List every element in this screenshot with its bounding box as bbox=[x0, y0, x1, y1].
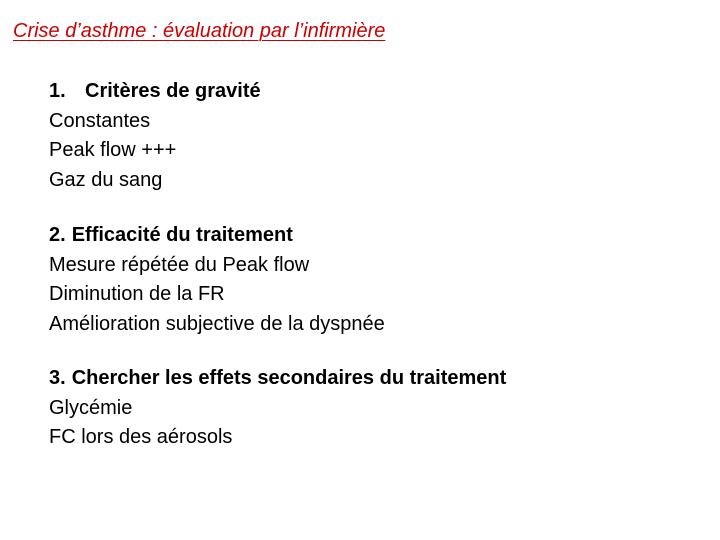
list-item: Diminution de la FR bbox=[49, 283, 225, 305]
list-item: FC lors des aérosols bbox=[49, 426, 233, 448]
section-title: Critères de gravité bbox=[85, 80, 261, 102]
list-item: Constantes bbox=[49, 109, 151, 132]
section-title: Efficacité du traitement bbox=[71, 224, 293, 246]
section-heading bbox=[49, 221, 385, 251]
section-heading bbox=[49, 77, 261, 107]
section-criteria-severity bbox=[49, 77, 261, 195]
section-heading bbox=[49, 364, 506, 394]
slide-title: Crise d’asthme : évaluation par l’infirmière bbox=[13, 20, 386, 42]
list-item: Glycémie bbox=[49, 396, 133, 419]
section-number: 1. bbox=[49, 80, 66, 102]
list-item: Gaz du sang bbox=[49, 168, 163, 191]
list-item: Peak flow +++ bbox=[49, 139, 177, 161]
section-treatment-efficacy bbox=[49, 221, 385, 339]
section-number: 3. bbox=[49, 367, 66, 389]
section-number: 2. bbox=[49, 224, 66, 246]
section-title: Chercher les effets secondaires du traitement bbox=[71, 367, 507, 389]
list-item: Mesure répétée du Peak flow bbox=[49, 253, 310, 276]
list-item: Amélioration subjective de la dyspnée bbox=[49, 312, 385, 335]
section-side-effects bbox=[49, 364, 506, 453]
